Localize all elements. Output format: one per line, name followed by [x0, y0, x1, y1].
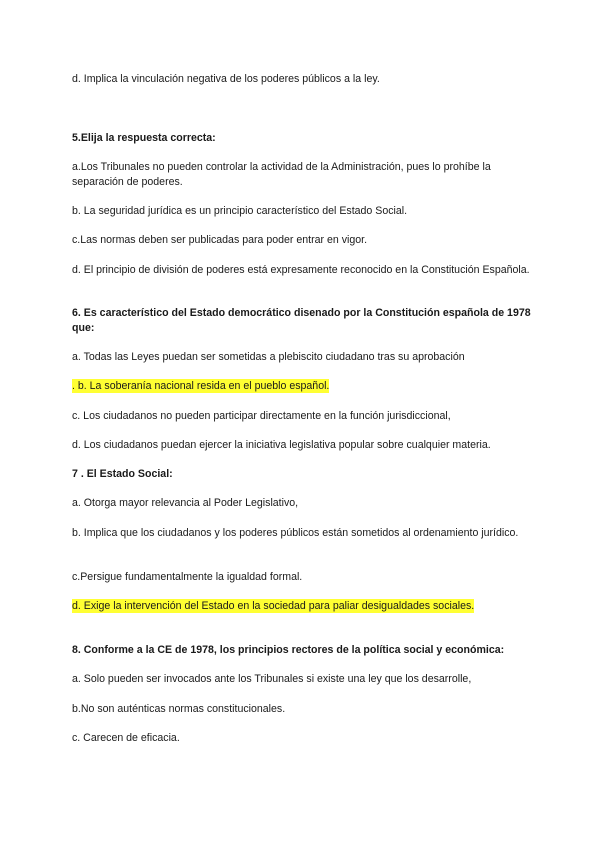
answer-q5-a: a.Los Tribunales no pueden controlar la actividad de la Administración, pues lo prohíbe la separación de poderes. [72, 161, 491, 188]
answer-q7-c: c.Persigue fundamentalmente la igualdad formal. [72, 571, 303, 583]
question-7-title: 7 . El Estado Social: [72, 468, 173, 480]
question-5-title: 5.Elija la respuesta correcta: [72, 132, 216, 144]
answer-q5-b: b. La seguridad jurídica es un principio característico del Estado Social. [72, 205, 408, 217]
answer-q5-c: c.Las normas deben ser publicadas para poder entrar en vigor. [72, 234, 368, 246]
answer-q7-a: a. Otorga mayor relevancia al Poder Legislativo, [72, 497, 299, 509]
highlight-mark: d. Exige la intervención del Estado en la sociedad para paliar desigualdades sociales. [72, 600, 475, 612]
question-8-title: 8. Conforme a la CE de 1978, los principios rectores de la política social y económica: [72, 644, 505, 656]
answer-q7-d-highlighted [72, 599, 532, 614]
answer-q6-d: d. Los ciudadanos puedan ejercer la iniciativa legislativa popular sobre cualquier materia. [72, 439, 491, 451]
answer-q7-b: b. Implica que los ciudadanos y los poderes públicos están sometidos al ordenamiento jurídico. [72, 527, 519, 539]
answer-q5-d: d. El principio de división de poderes está expresamente reconocido en la Constitución Española. [72, 264, 530, 276]
highlight-mark: . b. La soberanía nacional resida en el pueblo español. [72, 380, 330, 392]
answer-q8-a: a. Solo pueden ser invocados ante los Tribunales si existe una ley que los desarrolle, [72, 673, 472, 685]
question-6-title: 6. Es característico del Estado democrático disenado por la Constitución española de 1978 que: [72, 307, 531, 334]
answer-q6-b-highlighted [72, 379, 532, 394]
answer-q6-c: c. Los ciudadanos no pueden participar directamente en la función jurisdiccional, [72, 410, 451, 422]
answer-q4-d: d. Implica la vinculación negativa de los poderes públicos a la ley. [72, 73, 380, 85]
answer-q8-c: c. Carecen de eficacia. [72, 732, 180, 744]
answer-q8-b: b.No son auténticas normas constitucionales. [72, 703, 286, 715]
answer-q6-a: a. Todas las Leyes puedan ser sometidas a plebiscito ciudadano tras su aprobación [72, 351, 465, 363]
